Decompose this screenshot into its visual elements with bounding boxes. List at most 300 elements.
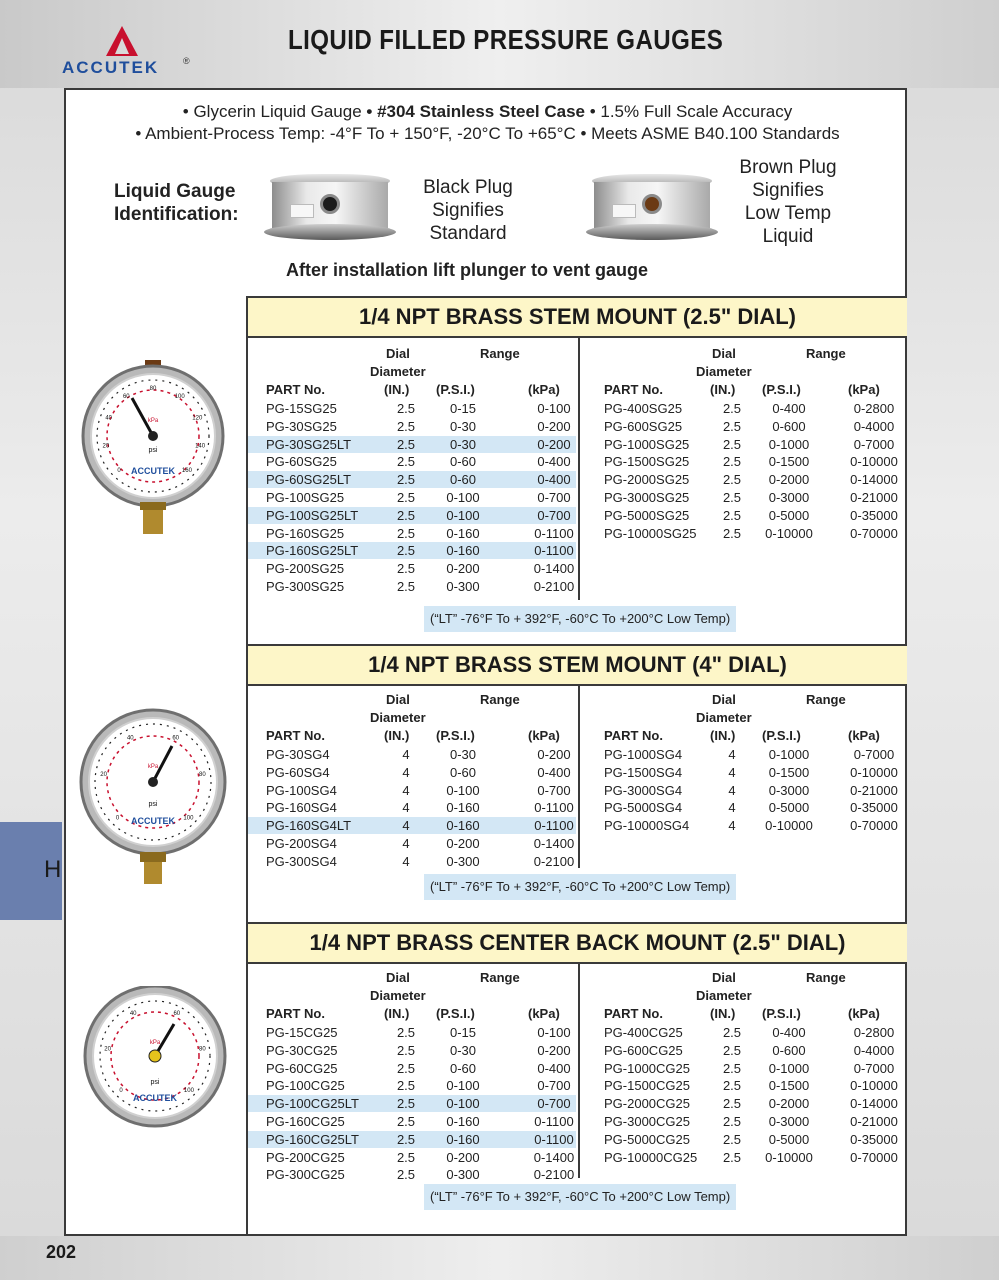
table-row [586,764,898,781]
dial-diameter: 2.5 [396,525,416,541]
table-row [248,578,576,595]
table-row [248,1131,576,1148]
dial-diameter: 2.5 [722,490,742,505]
part-number: PG-160SG25 [266,525,345,541]
table-row [586,418,895,435]
psi-range: 0-160 [446,818,480,834]
part-number: PG-160CG25 [266,1114,345,1129]
gauge-tick-label: 140 [195,443,206,450]
part-number: PG-60SG25 [266,454,337,470]
section-title: 1/4 NPT BRASS CENTER BACK MOUNT (2.5" DIAL) [248,922,907,964]
diameter-header: Diameter [696,988,752,1003]
kpa-range: 0-21000 [850,1114,898,1129]
kpa-range: 0-4000 [853,1042,895,1058]
low-temp-note: (“LT” -76°F To + 392°F, -60°C To +200°C Low Temp) [424,606,736,632]
psi-range: 0-15 [449,401,477,416]
psi-range: 0-5000 [768,1131,810,1147]
kpa-range: 0-2800 [853,401,895,416]
dial-diameter: 2.5 [722,1149,742,1165]
page-title: LIQUID FILLED PRESSURE GAUGES [288,24,724,55]
lift-plunger-note: After installation lift plunger to vent gauge [286,260,649,280]
psi-range: 0-400 [772,401,806,416]
dial-diameter: 2.5 [396,1131,416,1147]
dial-diameter: 2.5 [396,401,416,416]
part-number: PG-160SG25LT [266,543,359,559]
section-tab [0,822,62,920]
dial-diameter: 4 [402,764,410,780]
diameter-header: Diameter [696,364,752,379]
range-header: Range [806,346,846,361]
psi-range: 0-60 [449,1060,477,1076]
psi-range: 0-1500 [768,454,810,470]
gauge-unit: psi [150,1079,160,1086]
table-row [586,1042,895,1059]
part-number: PG-15CG25 [266,1025,338,1040]
kpa-header: (kPa) [848,382,880,397]
kpa-range: 0-10000 [850,1078,898,1094]
part-number: PG-3000SG25 [604,490,690,505]
inch-header: (IN.) [384,1006,410,1021]
kpa-range: 0-1100 [534,1131,574,1147]
kpa-range: 0-700 [537,1096,571,1112]
table-row [586,471,898,488]
psi-range: 0-10000 [765,1149,813,1165]
psi-range: 0-60 [449,764,477,780]
table-row [248,1060,576,1077]
kpa-range: 0-1400 [533,561,575,577]
table-row [586,817,898,834]
gauge-brand: ACCUTEK [131,816,175,826]
dial-diameter: 2.5 [722,507,742,523]
psi-range: 0-2000 [768,472,810,488]
diameter-header: Diameter [370,710,426,725]
black-plug-line: Signifies [432,200,504,221]
dial-diameter: 2.5 [722,1078,742,1094]
black-plug-icon [320,194,340,214]
dial-diameter: 2.5 [396,543,416,559]
brown-plug-line: Low Temp [744,203,832,224]
psi-range: 0-3000 [768,782,810,798]
table-row [248,507,576,524]
kpa-range: 0-400 [537,1060,571,1076]
psi-range: 0-30 [449,418,477,434]
part-number: PG-1500CG25 [604,1078,690,1094]
intro-accuracy: • 1.5% Full Scale Accuracy [584,102,793,121]
psi-range: 0-60 [449,472,477,488]
psi-range: 0-600 [772,1042,806,1058]
table-row [586,1060,895,1077]
kpa-range: 0-2800 [853,1025,895,1040]
part-number: PG-200SG25 [266,561,345,577]
dial-diameter: 2.5 [396,1078,416,1094]
section-stem-4 [246,644,907,924]
intro-line-1 [66,102,909,122]
kpa-range: 0-700 [537,490,571,505]
table-row [248,525,576,542]
kpa-range: 0-14000 [850,1096,898,1112]
kpa-range: 0-1100 [534,525,574,541]
part-number: PG-1000SG25 [604,436,690,452]
brown-plug-line: Brown Plug [739,157,837,178]
intro-glycerin: • Glycerin Liquid Gauge [182,102,362,121]
psi-range: 0-30 [449,747,477,762]
stem-gauge-2-5-image [80,352,230,552]
part-number: PG-10000SG25 [604,525,697,541]
part-number: PG-60SG4 [266,764,330,780]
table-row [248,1024,576,1041]
gauge-identification-label [114,180,239,226]
part-number: PG-300SG4 [266,853,337,869]
psi-range: 0-100 [446,507,480,523]
psi-range: 0-1500 [768,1078,810,1094]
section-stem-2-5 [246,296,907,646]
content-panel [64,88,907,1236]
kpa-header: (kPa) [528,1006,560,1021]
dial-diameter: 2.5 [396,472,416,488]
table-row [248,764,576,781]
psi-header: (P.S.I.) [762,728,801,743]
dial-diameter: 2.5 [722,1042,742,1058]
dial-header: Dial [712,346,736,361]
kpa-range: 0-70000 [850,1149,898,1165]
gauge-tick-label: 60 [122,394,130,401]
dial-header: Dial [712,692,736,707]
kpa-range: 0-100 [537,401,571,416]
kpa-range: 0-100 [537,1025,571,1040]
dial-diameter: 2.5 [396,507,416,523]
part-number: PG-2000SG25 [604,472,690,488]
id-label-line-2: Identification: [114,204,239,225]
part-number: PG-100SG25 [266,490,345,505]
table-row [248,471,576,488]
part-number: PG-5000SG4 [604,800,683,816]
table-row [248,853,576,870]
section-title: 1/4 NPT BRASS STEM MOUNT (2.5" DIAL) [248,296,907,338]
dial-diameter: 4 [402,836,410,851]
section-center-back-2-5 [246,922,907,1234]
part-number: PG-400SG25 [604,401,683,416]
dial-diameter: 2.5 [722,401,742,416]
kpa-range: 0-70000 [850,525,898,541]
page-header [0,0,999,88]
gauge-tick-label: 0 [117,467,121,474]
inch-header: (IN.) [710,382,736,397]
kpa-header: (kPa) [528,728,560,743]
kpa-range: 0-2100 [533,1167,575,1183]
dial-diameter: 4 [728,782,736,798]
inch-header: (IN.) [710,1006,736,1021]
dial-diameter: 4 [728,764,736,780]
psi-range: 0-1500 [768,764,810,780]
kpa-range: 0-21000 [850,490,898,505]
dial-diameter: 2.5 [722,1096,742,1112]
section-tab-letter: H [44,856,62,883]
part-number: PG-160SG4 [266,800,337,816]
part-number: PG-30CG25 [266,1042,338,1058]
gauge-tick-label: 60 [173,1011,181,1018]
kpa-range: 0-200 [537,1042,571,1058]
part-number: PG-10000SG4 [604,818,690,834]
diameter-header: Diameter [370,364,426,379]
dial-diameter: 2.5 [396,418,416,434]
dial-diameter: 2.5 [396,490,416,505]
dial-diameter: 2.5 [396,561,416,577]
kpa-range: 0-200 [537,747,571,762]
table-row [586,489,898,506]
table-row [586,782,898,799]
table-row [248,436,576,453]
part-number: PG-200SG4 [266,836,337,851]
dial-diameter: 2.5 [396,1025,416,1040]
part-number: PG-60SG25LT [266,472,352,488]
part-number: PG-1000SG4 [604,747,683,762]
range-header: Range [480,346,520,361]
black-plug-line: Standard [429,223,507,244]
table-row [248,1042,576,1059]
table-row [586,436,895,453]
psi-range: 0-5000 [768,800,810,816]
table-row [586,1077,898,1094]
dial-diameter: 4 [402,782,410,798]
table-row [586,1131,898,1148]
psi-range: 0-5000 [768,507,810,523]
dial-diameter: 4 [402,818,410,834]
kpa-range: 0-400 [537,764,571,780]
table-row [586,400,895,417]
psi-range: 0-100 [446,782,480,798]
gauge-unit: kPa [147,764,159,770]
dial-diameter: 2.5 [396,1060,416,1076]
part-number: PG-100CG25 [266,1078,345,1094]
dial-diameter: 2.5 [722,418,742,434]
gauge-tick-label: 40 [105,415,113,422]
gauge-brand: ACCUTEK [131,466,175,476]
low-temp-note: (“LT” -76°F To + 392°F, -60°C To +200°C Low Temp) [424,1184,736,1210]
table-row [586,525,898,542]
psi-range: 0-30 [449,436,477,452]
table-row [248,489,576,506]
psi-range: 0-100 [446,1078,480,1094]
psi-range: 0-160 [446,543,480,559]
part-number: PG-1000CG25 [604,1060,690,1076]
psi-range: 0-1000 [768,436,810,452]
psi-range: 0-160 [446,525,480,541]
part-header: PART No. [604,728,663,743]
section-title: 1/4 NPT BRASS STEM MOUNT (4" DIAL) [248,644,907,686]
psi-range: 0-200 [446,1149,480,1165]
kpa-range: 0-1400 [533,1149,575,1165]
part-number: PG-1500SG25 [604,454,690,470]
dial-diameter: 2.5 [722,1131,742,1147]
part-number: PG-200CG25 [266,1149,345,1165]
gauge-tick-label: 100 [183,1087,194,1094]
intro-steel-case: • #304 Stainless Steel Case [361,102,585,121]
psi-header: (P.S.I.) [762,382,801,397]
table-row [586,746,895,763]
kpa-range: 0-1400 [533,836,575,851]
part-header: PART No. [266,728,325,743]
part-number: PG-300SG25 [266,579,345,594]
brown-plug-line: Signifies [752,180,824,201]
dial-header: Dial [712,970,736,985]
part-number: PG-160CG25LT [266,1131,359,1147]
psi-header: (P.S.I.) [436,1006,475,1021]
part-number: PG-30SG25LT [266,436,352,452]
psi-range: 0-160 [446,1114,480,1129]
dial-header: Dial [386,692,410,707]
low-temp-note: (“LT” -76°F To + 392°F, -60°C To +200°C Low Temp) [424,874,736,900]
gauge-unit: kPa [147,418,159,424]
black-plug-text [406,176,530,245]
table-row [248,418,576,435]
brown-plug-line: Liquid [762,226,814,247]
dial-diameter: 2.5 [722,525,742,541]
kpa-range: 0-10000 [850,764,898,780]
gauge-unit: psi [148,447,158,454]
part-number: PG-100CG25LT [266,1096,359,1112]
psi-range: 0-300 [446,853,480,869]
part-header: PART No. [266,1006,325,1021]
table-row [248,1166,576,1183]
psi-range: 0-2000 [768,1096,810,1112]
stem-gauge-4-image [78,702,228,892]
dial-diameter: 2.5 [396,1096,416,1112]
table-row [586,1149,898,1166]
part-number: PG-160SG4LT [266,818,352,834]
black-plug-line: Black Plug [423,177,513,198]
kpa-range: 0-14000 [850,472,898,488]
range-header: Range [806,970,846,985]
kpa-range: 0-2100 [533,579,575,594]
registered-mark: ® [183,56,190,66]
table-row [248,1077,576,1094]
logo-triangle-icon [106,26,138,56]
dial-diameter: 2.5 [396,454,416,470]
psi-range: 0-100 [446,490,480,505]
psi-range: 0-200 [446,836,480,851]
table-row [248,453,576,470]
psi-range: 0-300 [446,579,480,594]
dial-diameter: 4 [728,818,736,834]
part-header: PART No. [604,1006,663,1021]
psi-range: 0-10000 [765,818,813,834]
dial-diameter: 2.5 [722,436,742,452]
table-row [248,542,576,559]
diameter-header: Diameter [370,988,426,1003]
psi-range: 0-3000 [768,490,810,505]
gauge-tick-label: 120 [192,415,203,422]
gauge-brand: ACCUTEK [133,1093,177,1103]
range-header: Range [806,692,846,707]
range-header: Range [480,970,520,985]
dial-diameter: 4 [402,800,410,816]
kpa-range: 0-2100 [533,853,575,869]
psi-range: 0-10000 [765,525,813,541]
table-row [248,1095,576,1112]
part-number: PG-100SG4 [266,782,337,798]
part-header: PART No. [604,382,663,397]
black-plug-case-image [264,174,396,242]
kpa-range: 0-7000 [853,1060,895,1076]
dial-diameter: 2.5 [722,472,742,488]
kpa-range: 0-700 [537,507,571,523]
part-number: PG-30SG25 [266,418,337,434]
kpa-range: 0-7000 [853,436,895,452]
table-row [248,1113,576,1130]
dial-header: Dial [386,346,410,361]
kpa-range: 0-400 [537,454,571,470]
table-row [248,782,576,799]
gauge-tick-label: 80 [149,386,157,392]
psi-range: 0-600 [772,418,806,434]
inch-header: (IN.) [710,728,736,743]
gauge-tick-label: 160 [181,467,192,474]
table-row [248,835,576,852]
range-header: Range [480,692,520,707]
kpa-range: 0-700 [537,782,571,798]
table-row [248,560,576,577]
brown-plug-case-image [586,174,718,242]
page-number: 202 [46,1242,77,1262]
kpa-range: 0-400 [537,472,571,488]
table-row [248,1149,576,1166]
kpa-range: 0-200 [537,436,571,452]
psi-range: 0-60 [449,454,477,470]
gauge-tick-label: 40 [129,1011,137,1018]
brown-plug-text [726,156,850,248]
part-number: PG-60CG25 [266,1060,338,1076]
psi-range: 0-300 [446,1167,480,1183]
dial-diameter: 2.5 [396,1167,416,1183]
gauge-unit: psi [148,801,158,808]
brown-plug-icon [642,194,662,214]
part-number: PG-1500SG4 [604,764,683,780]
psi-range: 0-3000 [768,1114,810,1129]
part-number: PG-2000CG25 [604,1096,690,1112]
psi-range: 0-1000 [768,1060,810,1076]
table-row [248,817,576,834]
part-number: PG-5000CG25 [604,1131,690,1147]
inch-header: (IN.) [384,382,410,397]
kpa-range: 0-1100 [534,800,574,816]
kpa-range: 0-70000 [850,818,898,834]
gauge-tick-label: 80 [199,772,206,779]
part-number: PG-600CG25 [604,1042,683,1058]
kpa-range: 0-200 [537,418,571,434]
psi-range: 0-400 [772,1025,806,1040]
inch-header: (IN.) [384,728,410,743]
page-footer [0,1236,999,1280]
dial-diameter: 2.5 [396,1114,416,1129]
dial-diameter: 4 [402,747,410,762]
part-number: PG-400CG25 [604,1025,683,1040]
dial-diameter: 2.5 [396,579,416,594]
part-number: PG-15SG25 [266,401,337,416]
part-number: PG-30SG4 [266,747,330,762]
gauge-tick-label: 80 [199,1046,206,1053]
dial-header: Dial [386,970,410,985]
dial-diameter: 2.5 [722,1025,742,1040]
table-row [586,507,898,524]
gauge-tick-label: 60 [172,735,180,742]
table-row [586,799,898,816]
center-back-gauge-image [80,986,230,1136]
id-label-line-1: Liquid Gauge [114,181,236,202]
part-number: PG-100SG25LT [266,507,359,523]
table-row [248,799,576,816]
gauge-tick-label: 20 [104,1046,111,1053]
psi-header: (P.S.I.) [762,1006,801,1021]
